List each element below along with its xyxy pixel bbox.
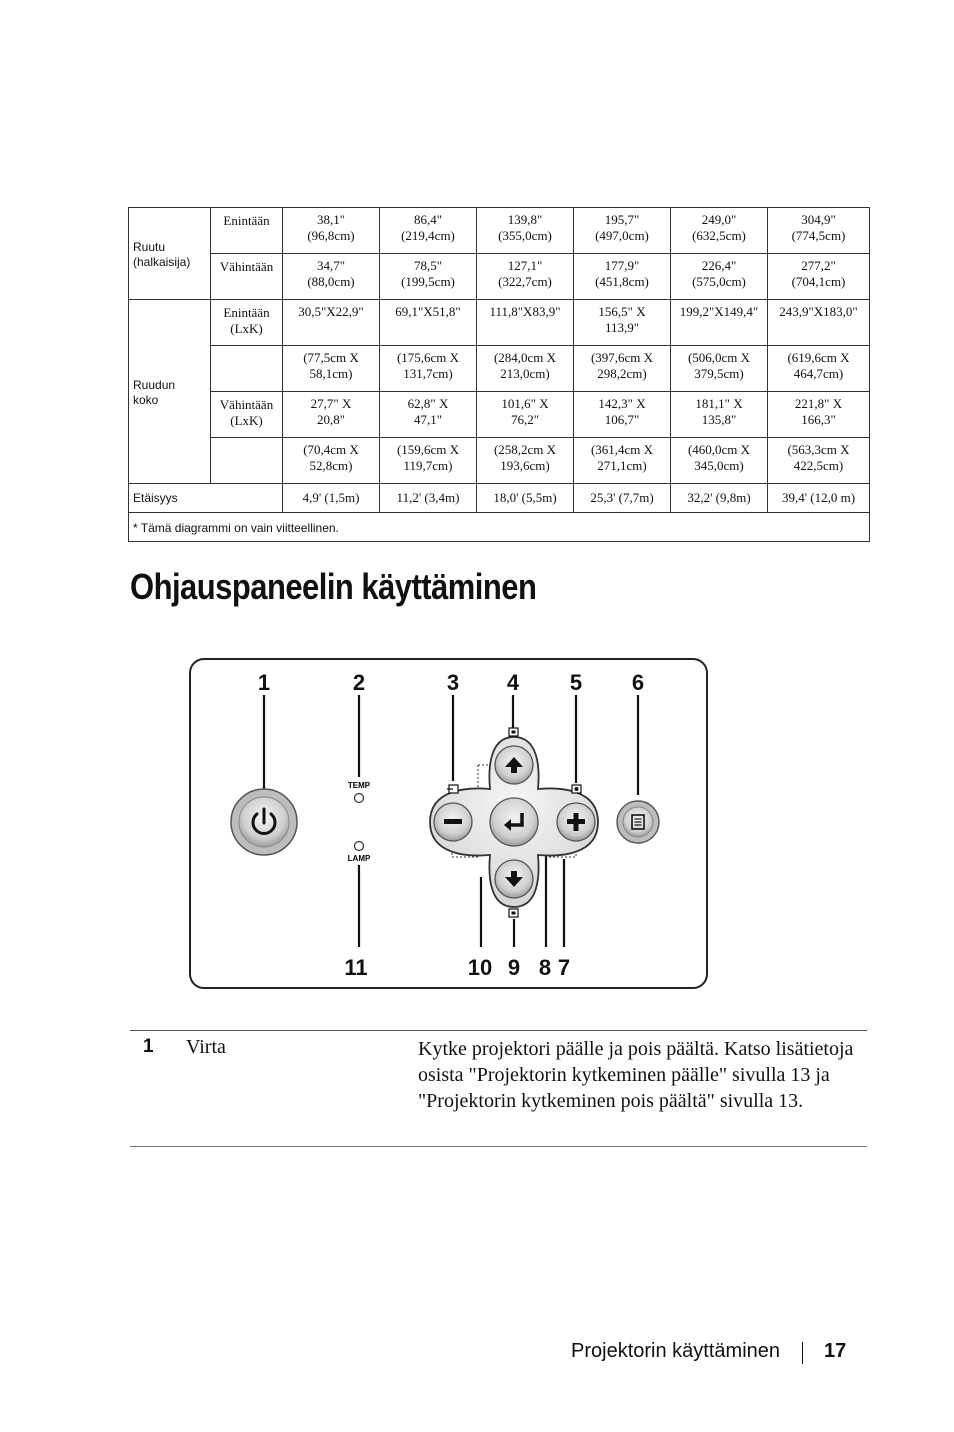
table-row — [129, 346, 870, 392]
table-cell: (284,0cm X 213,0cm) — [477, 346, 574, 392]
table-cell: 34,7" (88,0cm) — [283, 254, 380, 300]
table-row — [129, 254, 870, 300]
table-cell: 18,0' (5,5m) — [477, 484, 574, 513]
auto-adjust-icon — [572, 785, 581, 793]
item-number: 1 — [143, 1036, 154, 1057]
source-icon — [447, 785, 458, 793]
table-cell: (506,0cm X 379,5cm) — [671, 346, 768, 392]
callout-1: 1 — [257, 670, 271, 695]
footer-section-title: Projektorin käyttäminen — [571, 1340, 780, 1362]
enter-button[interactable] — [490, 798, 538, 846]
keystone-down-icon — [509, 909, 518, 917]
control-panel-diagram — [188, 657, 710, 991]
table-cell: 142,3" X 106,7" — [574, 392, 671, 438]
table-cell: (70,4cm X 52,8cm) — [283, 438, 380, 484]
table-cell: 226,4" (575,0cm) — [671, 254, 768, 300]
table-note: * Tämä diagrammi on vain viitteellinen. — [129, 513, 870, 542]
item-name: Virta — [186, 1036, 226, 1058]
callout-3: 3 — [446, 670, 460, 695]
min-label: Vähintään — [211, 254, 283, 300]
callout-4: 4 — [506, 670, 520, 695]
table-cell: 243,9"X183,0" — [768, 300, 870, 346]
row-label-screen-diagonal: Ruutu (halkaisija) — [129, 208, 211, 300]
table-cell: 177,9" (451,8cm) — [574, 254, 671, 300]
plus-button[interactable] — [557, 803, 595, 841]
keystone-up-icon — [509, 728, 518, 736]
table-cell: 199,2"X149,4" — [671, 300, 768, 346]
table-cell: 39,4' (12,0 m) — [768, 484, 870, 513]
empty-cell — [211, 438, 283, 484]
table-cell: 249,0" (632,5cm) — [671, 208, 768, 254]
divider — [130, 1030, 867, 1031]
callout-5: 5 — [569, 670, 583, 695]
page-number: 17 — [824, 1340, 847, 1362]
callout-11: 11 — [344, 955, 368, 980]
minus-button[interactable] — [434, 803, 472, 841]
callout-9: 9 — [507, 955, 521, 980]
row-label-screen-size: Ruudun koko — [129, 300, 211, 484]
table-cell: (397,6cm X 298,2cm) — [574, 346, 671, 392]
down-button[interactable] — [495, 860, 533, 898]
table-cell: (563,3cm X 422,5cm) — [768, 438, 870, 484]
table-cell: 221,8" X 166,3" — [768, 392, 870, 438]
table-row — [129, 208, 870, 254]
table-cell: (77,5cm X 58,1cm) — [283, 346, 380, 392]
table-cell: 78,5" (199,5cm) — [380, 254, 477, 300]
callout-6: 6 — [631, 670, 645, 695]
callout-10: 10 — [467, 955, 493, 980]
table-cell: 4,9' (1,5m) — [283, 484, 380, 513]
item-description: Kytke projektori päälle ja pois päältä. Katso lisätietoja osista "Projektorin kytkeminen päälle" sivulla 13 ja "Projektorin kytkeminen pois päältä" sivulla 13. — [418, 1038, 854, 1112]
table-cell: (619,6cm X 464,7cm) — [768, 346, 870, 392]
table-cell: 139,8" (355,0cm) — [477, 208, 574, 254]
table-cell: 127,1" (322,7cm) — [477, 254, 574, 300]
empty-cell — [211, 346, 283, 392]
table-cell: (460,0cm X 345,0cm) — [671, 438, 768, 484]
footer-divider — [802, 1342, 803, 1364]
table-cell: (175,6cm X 131,7cm) — [380, 346, 477, 392]
up-button[interactable] — [495, 746, 533, 784]
table-cell: 27,7" X 20,8" — [283, 392, 380, 438]
lamp-indicator-light — [355, 842, 364, 851]
table-cell: 101,6" X 76,2" — [477, 392, 574, 438]
table-cell: 156,5" X 113,9" — [574, 300, 671, 346]
callout-8: 8 — [538, 955, 552, 980]
table-cell: 62,8" X 47,1" — [380, 392, 477, 438]
table-cell: (258,2cm X 193,6cm) — [477, 438, 574, 484]
temp-indicator-light — [355, 794, 364, 803]
table-row — [129, 513, 870, 542]
min-label: Vähintään (LxK) — [211, 392, 283, 438]
table-cell: 30,5"X22,9" — [283, 300, 380, 346]
table-row — [129, 484, 870, 513]
throw-distance-table — [128, 207, 870, 542]
table-cell: 25,3' (7,7m) — [574, 484, 671, 513]
max-label: Enintään — [211, 208, 283, 254]
temp-label: TEMP — [347, 781, 371, 790]
power-button[interactable] — [231, 789, 297, 855]
menu-button[interactable] — [617, 801, 659, 843]
table-cell: (159,6cm X 119,7cm) — [380, 438, 477, 484]
table-cell: 111,8"X83,9" — [477, 300, 574, 346]
divider — [130, 1146, 867, 1147]
callout-2: 2 — [352, 670, 366, 695]
table-cell: 69,1"X51,8" — [380, 300, 477, 346]
table-row — [129, 392, 870, 438]
callout-7: 7 — [557, 955, 571, 980]
table-cell: 195,7" (497,0cm) — [574, 208, 671, 254]
table-row — [129, 438, 870, 484]
table-cell: 277,2" (704,1cm) — [768, 254, 870, 300]
table-cell: 11,2' (3,4m) — [380, 484, 477, 513]
table-cell: 32,2' (9,8m) — [671, 484, 768, 513]
row-label-distance: Etäisyys — [129, 484, 283, 513]
max-label: Enintään (LxK) — [211, 300, 283, 346]
table-cell: 38,1" (96,8cm) — [283, 208, 380, 254]
table-cell: (361,4cm X 271,1cm) — [574, 438, 671, 484]
table-cell: 304,9" (774,5cm) — [768, 208, 870, 254]
lamp-label: LAMP — [347, 854, 371, 863]
section-heading: Ohjauspaneelin käyttäminen — [130, 566, 537, 607]
table-cell: 86,4" (219,4cm) — [380, 208, 477, 254]
table-row — [129, 300, 870, 346]
minus-icon — [444, 819, 462, 824]
table-cell: 181,1" X 135,8" — [671, 392, 768, 438]
